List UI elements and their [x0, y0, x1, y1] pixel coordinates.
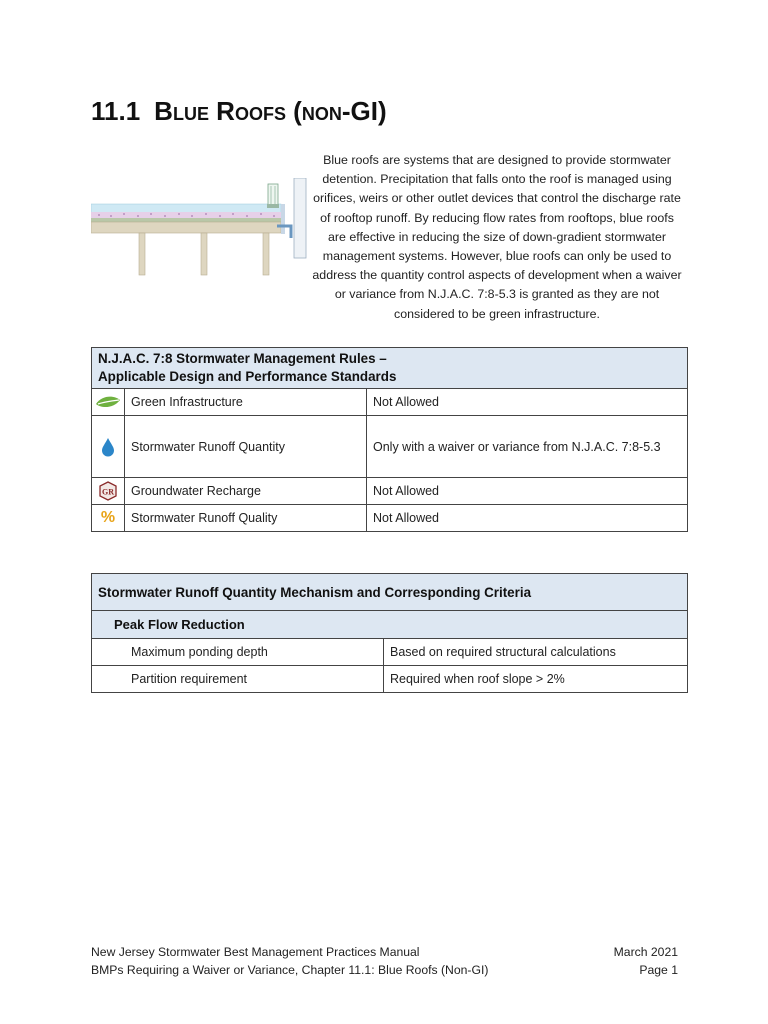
footer-date: March 2021 — [613, 945, 678, 959]
section-title: Blue Roofs (non-GI) — [154, 96, 387, 126]
leaf-icon — [94, 394, 122, 410]
membrane-layer — [91, 212, 281, 218]
icon-cell — [92, 389, 125, 416]
parapet-wall — [294, 178, 306, 258]
criteria-label: Maximum ponding depth — [92, 639, 384, 666]
table-row — [92, 666, 688, 693]
parapet-edge — [281, 204, 285, 234]
criteria-value: Based on required structural calculations — [384, 639, 688, 666]
water-drop-icon — [101, 437, 115, 457]
footer-manual-title: New Jersey Stormwater Best Management Practices Manual — [91, 945, 420, 959]
footer-page-number: Page 1 — [639, 963, 678, 977]
standard-label: Green Infrastructure — [125, 389, 367, 416]
standard-value: Not Allowed — [367, 389, 688, 416]
gr-badge-text: GR — [102, 487, 114, 497]
criteria-subheader: Peak Flow Reduction — [92, 611, 688, 639]
icon-cell — [92, 505, 125, 532]
standards-header-line1: N.J.A.C. 7:8 Stormwater Management Rules – — [98, 351, 387, 366]
footer-chapter-title: BMPs Requiring a Waiver or Variance, Chapter 11.1: Blue Roofs (Non-GI) — [91, 963, 489, 977]
criteria-label: Partition requirement — [92, 666, 384, 693]
criteria-subheader-row — [92, 611, 688, 639]
standards-table — [91, 347, 688, 532]
drainage-layer — [91, 218, 281, 222]
gr-badge-icon — [98, 481, 118, 501]
footer-row — [91, 961, 678, 979]
criteria-table — [91, 573, 688, 693]
support-beam — [263, 233, 269, 275]
roof-deck — [91, 222, 281, 233]
standard-label: Stormwater Runoff Quality — [125, 505, 367, 532]
percent-icon: % — [100, 509, 116, 526]
blue-roof-illustration — [91, 178, 309, 280]
table-row — [92, 389, 688, 416]
support-beam — [201, 233, 207, 275]
ponded-water-layer — [91, 204, 281, 213]
standard-label: Stormwater Runoff Quantity — [125, 416, 367, 478]
criteria-header-row — [92, 574, 688, 611]
standards-header-cell — [92, 348, 688, 389]
standard-value: Not Allowed — [367, 505, 688, 532]
section-number: 11.1 — [91, 96, 141, 126]
icon-cell — [92, 478, 125, 505]
standard-value: Only with a waiver or variance from N.J.A.C. 7:8-5.3 — [367, 416, 688, 478]
criteria-value: Required when roof slope > 2% — [384, 666, 688, 693]
standard-value: Not Allowed — [367, 478, 688, 505]
outlet-device — [268, 184, 278, 206]
support-beam — [139, 233, 145, 275]
table-row — [92, 416, 688, 478]
criteria-header: Stormwater Runoff Quantity Mechanism and Corresponding Criteria — [92, 574, 688, 611]
table-row — [92, 639, 688, 666]
table-row — [92, 505, 688, 532]
footer-row — [91, 943, 678, 961]
standard-label: Groundwater Recharge — [125, 478, 367, 505]
icon-cell — [92, 416, 125, 478]
standards-header-row — [92, 348, 688, 389]
section-heading — [91, 96, 387, 127]
table-row — [92, 478, 688, 505]
page-footer — [91, 943, 678, 979]
standards-header-line2: Applicable Design and Performance Standards — [98, 369, 397, 384]
intro-paragraph: Blue roofs are systems that are designed to provide stormwater detention. Precipitation that falls onto the roof is managed using orifices, weirs or other outlet devices that control the discharge rate of rooftop runoff. By reducing flow rates from rooftops, blue roofs are effective in reducing the size of down-gradient stormwater management systems. However, blue roofs can only be used to address the quantity control aspects of development when a waiver or variance from N.J.A.C. 7:8-5.3 is granted as they are not considered to be green infrastructure. — [312, 153, 682, 321]
